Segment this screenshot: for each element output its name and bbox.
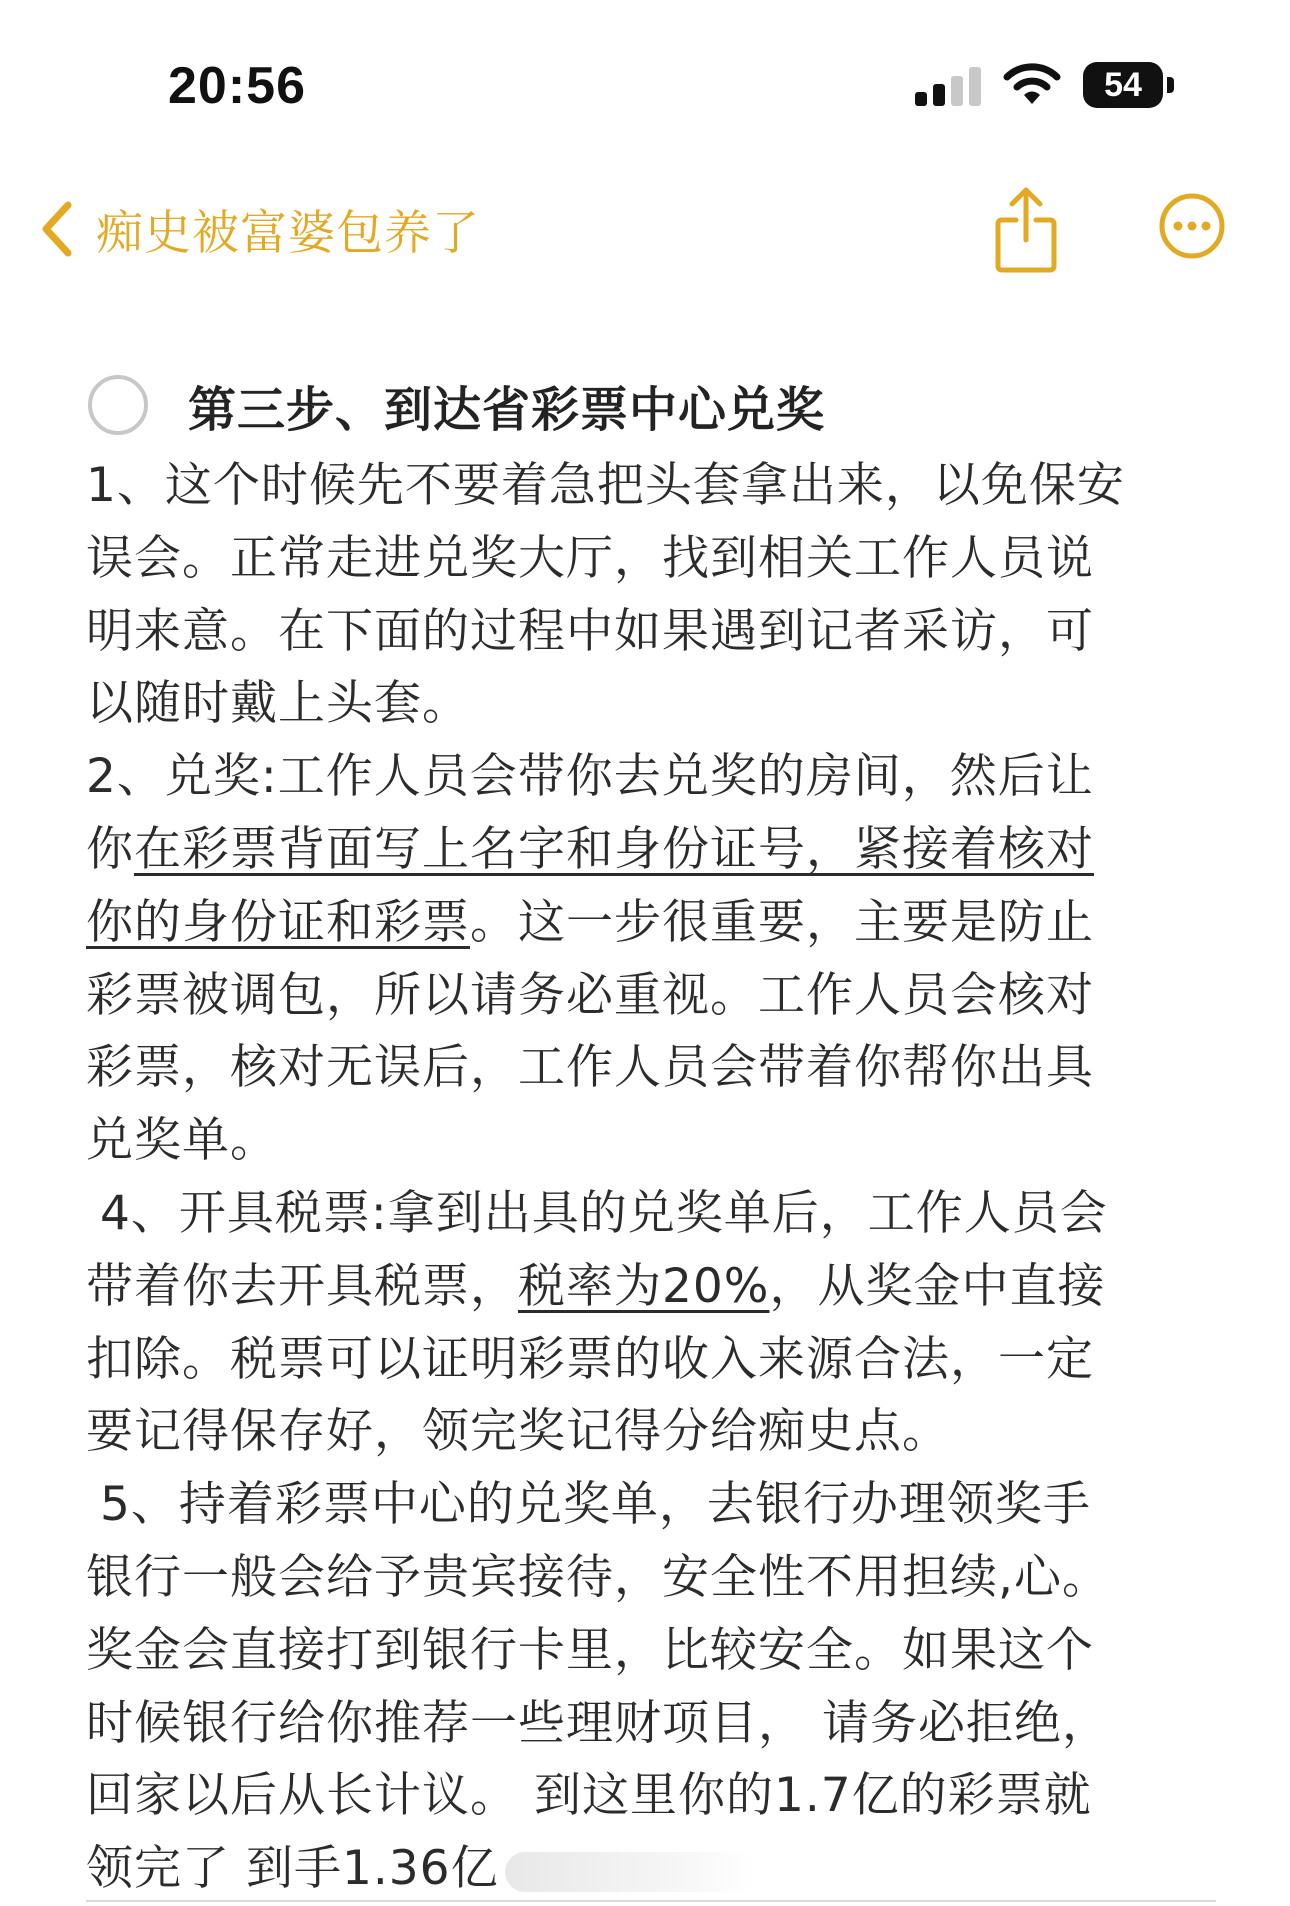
paragraph-step-4 — [86, 1178, 1216, 1469]
wifi-icon — [1003, 62, 1061, 106]
underlined-text: 税率为20% — [518, 1258, 770, 1314]
text-segment: ，从奖金中直接 — [769, 1258, 1106, 1314]
text-segment: 领完了 到手1.36亿 — [86, 1841, 499, 1897]
text-line — [86, 1251, 1216, 1324]
back-label: 痴史被富婆包养了 — [96, 205, 480, 261]
text-line: 明来意。在下面的过程中如果遇到记者采访，可 — [86, 603, 1094, 659]
text-line: 4、开具税票:拿到出具的兑奖单后，工作人员会 — [100, 1185, 1108, 1241]
nav-bar — [0, 170, 1290, 290]
battery-level: 54 — [1083, 62, 1163, 108]
paragraph-step-1 — [86, 450, 1216, 741]
watermark — [505, 1852, 755, 1892]
text-line: 要记得保存好，领完奖记得分给痴史点。 — [86, 1404, 950, 1460]
underlined-text: 你的身份证和彩票 — [86, 894, 470, 950]
share-icon[interactable] — [992, 184, 1060, 276]
text-segment: 。这一步很重要，主要是防止 — [470, 894, 1094, 950]
checklist-item — [86, 362, 1216, 448]
text-line — [86, 887, 1216, 960]
text-segment: 你 — [86, 821, 134, 877]
checklist-checkbox[interactable] — [88, 375, 148, 435]
text-line: 2、兑奖:工作人员会带你去兑奖的房间，然后让 — [86, 749, 1094, 805]
text-line: 以随时戴上头套。 — [86, 676, 470, 732]
battery-icon — [1083, 62, 1175, 108]
divider — [86, 1900, 1216, 1902]
back-button[interactable] — [36, 194, 480, 264]
text-line: 误会。正常走进兑奖大厅，找到相关工作人员说 — [86, 530, 1094, 586]
signal-bar — [951, 76, 963, 106]
text-line: 回家以后从长计议。 到这里你的1.7亿的彩票就 — [86, 1768, 1092, 1824]
battery-cap — [1167, 77, 1174, 93]
checklist-item-label: 第三步、到达省彩票中心兑奖 — [188, 381, 826, 438]
cellular-signal-icon — [915, 66, 985, 106]
more-options-icon[interactable] — [1158, 192, 1226, 260]
text-line: 银行一般会给予贵宾接待，安全性不用担续,心。 — [86, 1549, 1110, 1605]
signal-bar — [915, 92, 927, 106]
text-line: 5、持着彩票中心的兑奖单，去银行办理领奖手 — [100, 1477, 1091, 1533]
text-line: 时候银行给你推荐一些理财项目， 请务必拒绝， — [86, 1695, 1110, 1751]
paragraph-step-5 — [86, 1469, 1216, 1906]
text-line: 彩票被调包，所以请务必重视。工作人员会核对 — [86, 967, 1094, 1023]
paragraph-step-2 — [86, 741, 1216, 1178]
chevron-left-icon — [36, 199, 76, 259]
signal-bar — [969, 67, 981, 106]
text-line: 兑奖单。 — [86, 1113, 278, 1169]
text-line: 扣除。税票可以证明彩票的收入来源合法，一定 — [86, 1331, 1094, 1387]
note-body[interactable] — [86, 362, 1216, 1906]
text-line: 奖金会直接打到银行卡里，比较安全。如果这个 — [86, 1622, 1094, 1678]
text-line — [86, 1833, 1216, 1906]
text-line — [86, 814, 1216, 887]
signal-bar — [933, 84, 945, 106]
text-segment: 带着你去开具税票， — [86, 1258, 518, 1314]
text-line: 彩票，核对无误后，工作人员会带着你帮你出具 — [86, 1040, 1094, 1096]
status-bar — [0, 0, 1290, 150]
underlined-text: 在彩票背面写上名字和身份证号，紧接着核对 — [134, 821, 1094, 877]
text-line: 1、这个时候先不要着急把头套拿出来，以免保安 — [86, 458, 1125, 513]
status-time: 20:56 — [168, 57, 306, 115]
